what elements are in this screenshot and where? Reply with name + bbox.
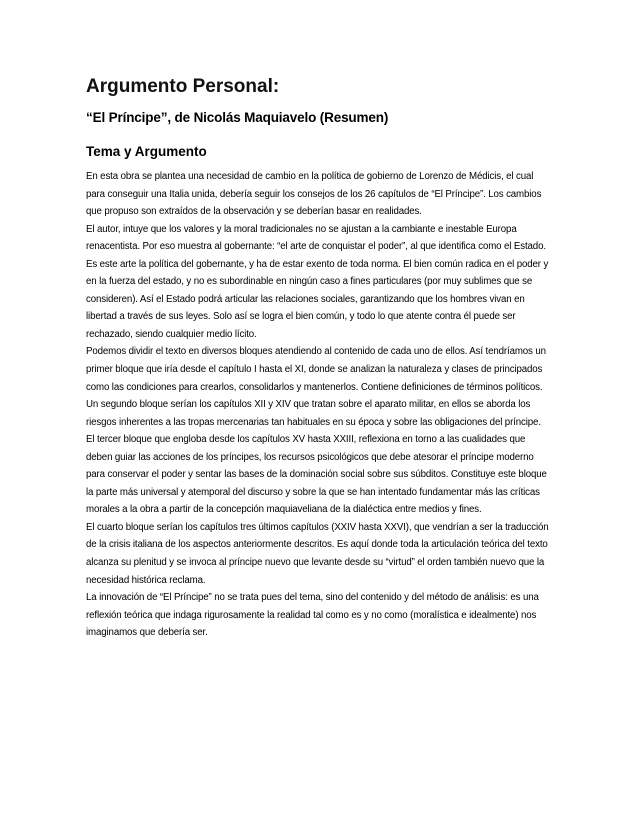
paragraph-2: El autor, intuye que los valores y la moral tradicionales no se ajustan a la cambiante e inestable Europa renacentista. Por eso muestra al gobernante: “el arte de conquistar el poder”, al que identifica como el Estado. Es este arte la política del gobernante, y ha de estar exento de toda norma. El bien común radica en el poder y en la fuerza del estado, y no es subordinable en ningún caso a fines particulares (por muy sublimes que se consideren). Así el Estado podrá articular las relaciones sociales, garantizando que los hombres vivan en libertad a través de sus leyes. Solo así se logra el bien común, y todo lo que atente contra él puede ser rechazado, siendo cualquier medio lícito. bbox=[86, 223, 549, 340]
paragraph-4: Un segundo bloque serían los capítulos XII y XIV que tratan sobre el aparato militar, en ellos se aborda los riesgos inherentes a las tropas mercenarias tan habituales en su época y sobre las obligaciones del príncipe. bbox=[86, 399, 541, 428]
paragraph-1: En esta obra se plantea una necesidad de cambio en la política de gobierno de Lorenzo de Médicis, el cual para conseguir una Italia unida, debería seguir los consejos de los 26 capítulos de “El Príncipe”. Los cambios que propuso son extraídos de la observación y se deberían basar en realidades. bbox=[86, 171, 542, 218]
section-heading: Tema y Argumento bbox=[86, 144, 207, 159]
paragraph-5: El tercer bloque que engloba desde los capítulos XV hasta XXIII, reflexiona en torno a las cualidades que deben guiar las acciones de los príncipes, los recursos psicológicos que debe atesorar el príncipe moderno para conservar el poder y sentar las bases de la dominación social sobre sus súbditos. Constituye este bloque la parte más universal y atemporal del discurso y sobre la que se han intentado fundamentar más las críticas morales a la obra a partir de la concepción maquiaveliana de la dialéctica entre medios y fines. bbox=[86, 434, 547, 516]
paragraph-6: El cuarto bloque serían los capítulos tres últimos capítulos (XXIV hasta XXVI), que vendrían a ser la traducción de la crisis italiana de los aspectos anteriormente descritos. Es aquí donde toda la articulación teórica del texto alcanza su plenitud y se invoca al príncipe nuevo que levante desde su “virtud” el orden también nuevo que la necesidad histórica reclama. bbox=[86, 521, 549, 586]
body-text bbox=[86, 168, 552, 642]
document-page bbox=[86, 74, 552, 642]
document-subtitle: “El Príncipe”, de Nicolás Maquiavelo (Resumen) bbox=[86, 110, 389, 125]
paragraph-7: La innovación de “El Príncipe” no se trata pues del tema, sino del contenido y del método de análisis: es una reflexión teórica que indaga rigurosamente la realidad tal como es y no como (moralística e idealmente) nos imaginamos que debería ser. bbox=[86, 592, 539, 639]
paragraph-3: Podemos dividir el texto en diversos bloques atendiendo al contenido de cada uno de ellos. Así tendríamos un primer bloque que iría desde el capítulo I hasta el XI, donde se analizan la naturaleza y clases de principados como las condiciones para crearlos, consolidarlos y mantenerlos. Contiene definiciones de términos políticos. bbox=[86, 346, 546, 393]
document-title: Argumento Personal: bbox=[86, 76, 280, 97]
